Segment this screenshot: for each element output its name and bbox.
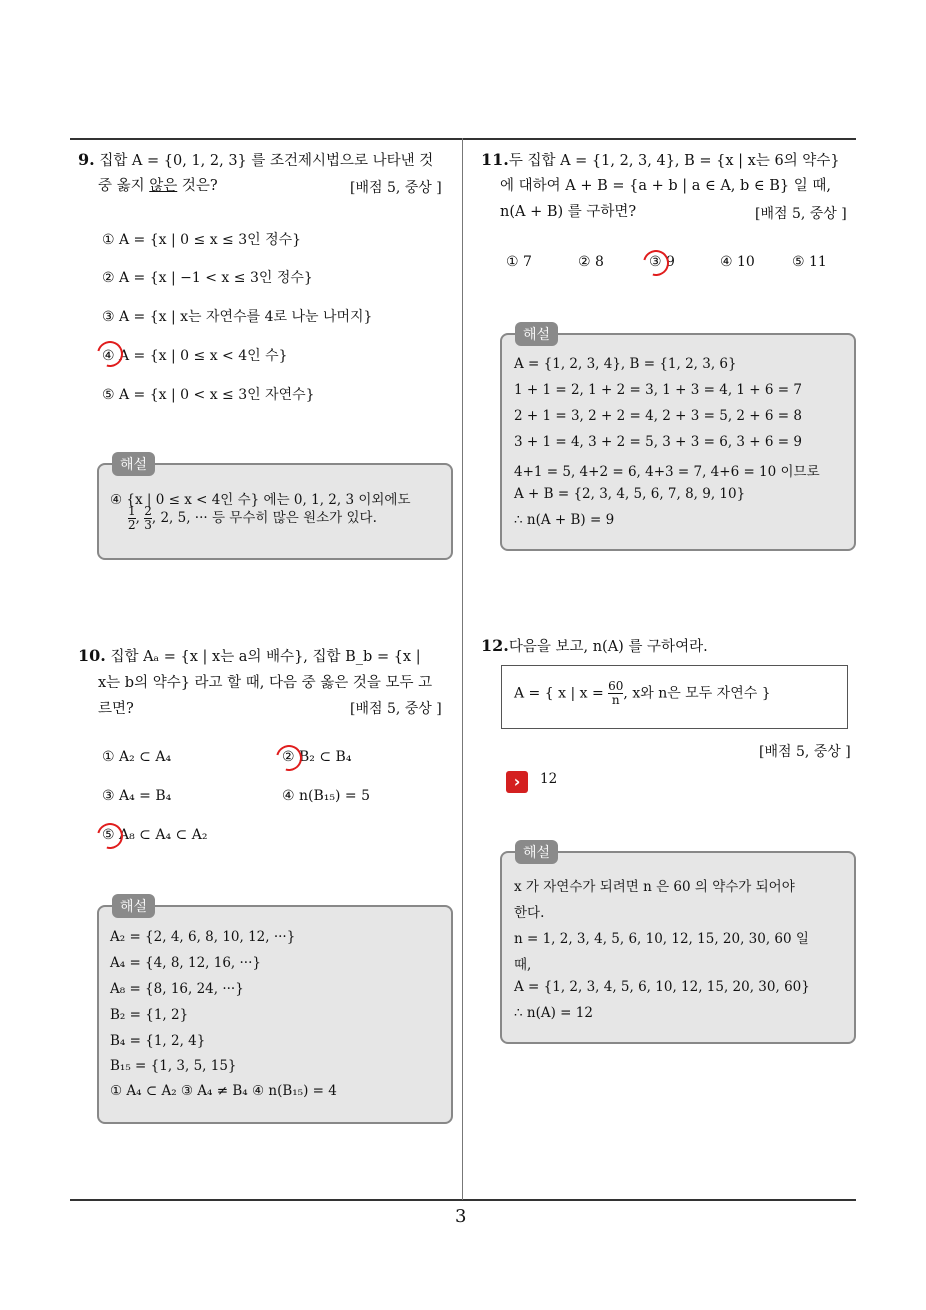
- q11-text-line3: n(A + B) 를 구하면?: [500, 204, 637, 220]
- q10-text-line2: x는 b의 약수} 라고 할 때, 다음 중 옳은 것을 모두 고: [98, 675, 433, 691]
- q10-solution-line: B₂ = {1, 2}: [110, 1007, 189, 1023]
- q11-solution-line: A + B = {2, 3, 4, 5, 6, 7, 8, 9, 10}: [514, 486, 746, 502]
- q10-option-3[interactable]: ③ A₄ = B₄: [102, 788, 172, 804]
- q10-answer-mark-2: [271, 740, 307, 776]
- q10-option-2[interactable]: ② B₂ ⊂ B₄: [282, 749, 352, 765]
- q11-score: [배점 5, 중상 ]: [755, 206, 847, 222]
- q12-solution-line: x 가 자연수가 되려면 n 은 60 의 약수가 되어야: [514, 879, 795, 895]
- q9-number: 9.: [78, 150, 95, 169]
- q11-number: 11.: [481, 150, 509, 169]
- q12-frac: $\frac{60}{n}$: [608, 679, 624, 707]
- q10-option-1[interactable]: ① A₂ ⊂ A₄: [102, 749, 172, 765]
- q12-number: 12.: [481, 636, 509, 655]
- q10-option-4[interactable]: ④ n(B₁₅) = 5: [282, 788, 370, 804]
- top-rule: [70, 138, 856, 140]
- q11-solution-line: 4+1 = 5, 4+2 = 6, 4+3 = 7, 4+6 = 10 이므로: [514, 464, 820, 480]
- q11-option-2[interactable]: ② 8: [578, 254, 604, 270]
- page-number: 3: [455, 1206, 467, 1227]
- q10-answer-mark-5: [92, 818, 128, 854]
- q10-solution-tag: 해설: [112, 894, 155, 918]
- q9-answer-mark: [92, 336, 128, 372]
- q11-solution-line: ∴ n(A + B) = 9: [514, 512, 615, 528]
- q10-solution-line: B₄ = {1, 2, 4}: [110, 1033, 206, 1049]
- q10-solution-line: ① A₄ ⊂ A₂ ③ A₄ ≠ B₄ ④ n(B₁₅) = 4: [110, 1083, 337, 1099]
- q11-solution-line: 3 + 1 = 4, 3 + 2 = 5, 3 + 3 = 6, 3 + 6 = 9: [514, 434, 802, 450]
- q9-underline: 않은: [149, 178, 178, 194]
- q9-text-line2: 중 옳지 않은 것은?: [98, 178, 218, 194]
- q11-solution-line: 2 + 1 = 3, 2 + 2 = 4, 2 + 3 = 5, 2 + 6 = 8: [514, 408, 802, 424]
- q11-solution-line: A = {1, 2, 3, 4}, B = {1, 2, 3, 6}: [514, 356, 737, 372]
- q9-text-line1: 9. 집합 A = {0, 1, 2, 3} 를 조건제시법으로 나타낸 것: [78, 150, 434, 169]
- q10-solution-line: A₂ = {2, 4, 6, 8, 10, 12, ···}: [110, 929, 296, 945]
- q10-option-5[interactable]: ⑤ A₈ ⊂ A₄ ⊂ A₂: [102, 827, 208, 843]
- q9-option-1[interactable]: ① A = {x | 0 ≤ x ≤ 3인 정수}: [102, 232, 302, 248]
- q12-answer: 12: [540, 771, 558, 787]
- q11-text-line1: 11.두 집합 A = {1, 2, 3, 4}, B = {x | x는 6의 약수}: [481, 150, 840, 169]
- q10-solution-line: A₈ = {8, 16, 24, ···}: [110, 981, 244, 997]
- q9-option-5[interactable]: ⑤ A = {x | 0 < x ≤ 3인 자연수}: [102, 387, 315, 403]
- q11-solution-line: 1 + 1 = 2, 1 + 2 = 3, 1 + 3 = 4, 1 + 6 = 7: [514, 382, 802, 398]
- q12-solution-line: A = {1, 2, 3, 4, 5, 6, 10, 12, 15, 20, 30, 60}: [514, 979, 810, 995]
- column-divider: [462, 138, 463, 1200]
- q10-text-line3: 르면?: [98, 701, 134, 717]
- q12-solution-line: 한다.: [514, 905, 545, 921]
- q9-solution-line1: ④ {x | 0 ≤ x < 4인 수} 에는 0, 1, 2, 3 이외에도: [110, 492, 411, 508]
- q9-solution-line2: $\frac{1}{2}$ , $\frac{2}{3}$ , 2, 5, ··· 등 무수히 많은 원소가 있다.: [128, 504, 377, 532]
- q11-option-4[interactable]: ④ 10: [720, 254, 755, 270]
- q11-option-5[interactable]: ⑤ 11: [792, 254, 827, 270]
- bottom-rule: [70, 1199, 856, 1201]
- q12-text-line1: 12.다음을 보고, n(A) 를 구하여라.: [481, 636, 708, 655]
- q12-score: [배점 5, 중상 ]: [759, 744, 851, 760]
- q9-frac-2: $\frac{2}{3}$: [144, 504, 152, 532]
- q10-score: [배점 5, 중상 ]: [350, 701, 442, 717]
- q9-frac-1: $\frac{1}{2}$: [128, 504, 136, 532]
- q11-option-3[interactable]: ③ 9: [649, 254, 675, 270]
- q9-option-4[interactable]: ④ A = {x | 0 ≤ x < 4인 수}: [102, 348, 288, 364]
- q9-score: [배점 5, 중상 ]: [350, 180, 442, 196]
- chevron-right-icon: ›: [506, 771, 528, 793]
- q12-solution-line: ∴ n(A) = 12: [514, 1005, 593, 1021]
- q12-solution-tag: 해설: [515, 840, 558, 864]
- q9-option-2[interactable]: ② A = {x | −1 < x ≤ 3인 정수}: [102, 270, 313, 286]
- q12-condition-text: A = { x | x = $\frac{60}{n}$ , x와 n은 모두 자연수 }: [514, 679, 771, 707]
- q10-text-line1: 10. 집합 Aₐ = {x | x는 a의 배수}, 집합 B_b = {x |: [78, 646, 421, 665]
- q11-answer-mark: [638, 245, 674, 281]
- q10-number: 10.: [78, 646, 106, 665]
- q9-solution-tag: 해설: [112, 452, 155, 476]
- q12-solution-line: 때,: [514, 957, 532, 973]
- q10-solution-line: B₁₅ = {1, 3, 5, 15}: [110, 1058, 237, 1074]
- q11-option-1[interactable]: ① 7: [506, 254, 532, 270]
- q11-solution-tag: 해설: [515, 322, 558, 346]
- q11-text-line2: 에 대하여 A + B = {a + b | a ∈ A, b ∈ B} 일 때,: [500, 178, 831, 194]
- q10-solution-line: A₄ = {4, 8, 12, 16, ···}: [110, 955, 261, 971]
- q12-solution-line: n = 1, 2, 3, 4, 5, 6, 10, 12, 15, 20, 30, 60 일: [514, 931, 809, 947]
- q9-option-3[interactable]: ③ A = {x | x는 자연수를 4로 나눈 나머지}: [102, 309, 373, 325]
